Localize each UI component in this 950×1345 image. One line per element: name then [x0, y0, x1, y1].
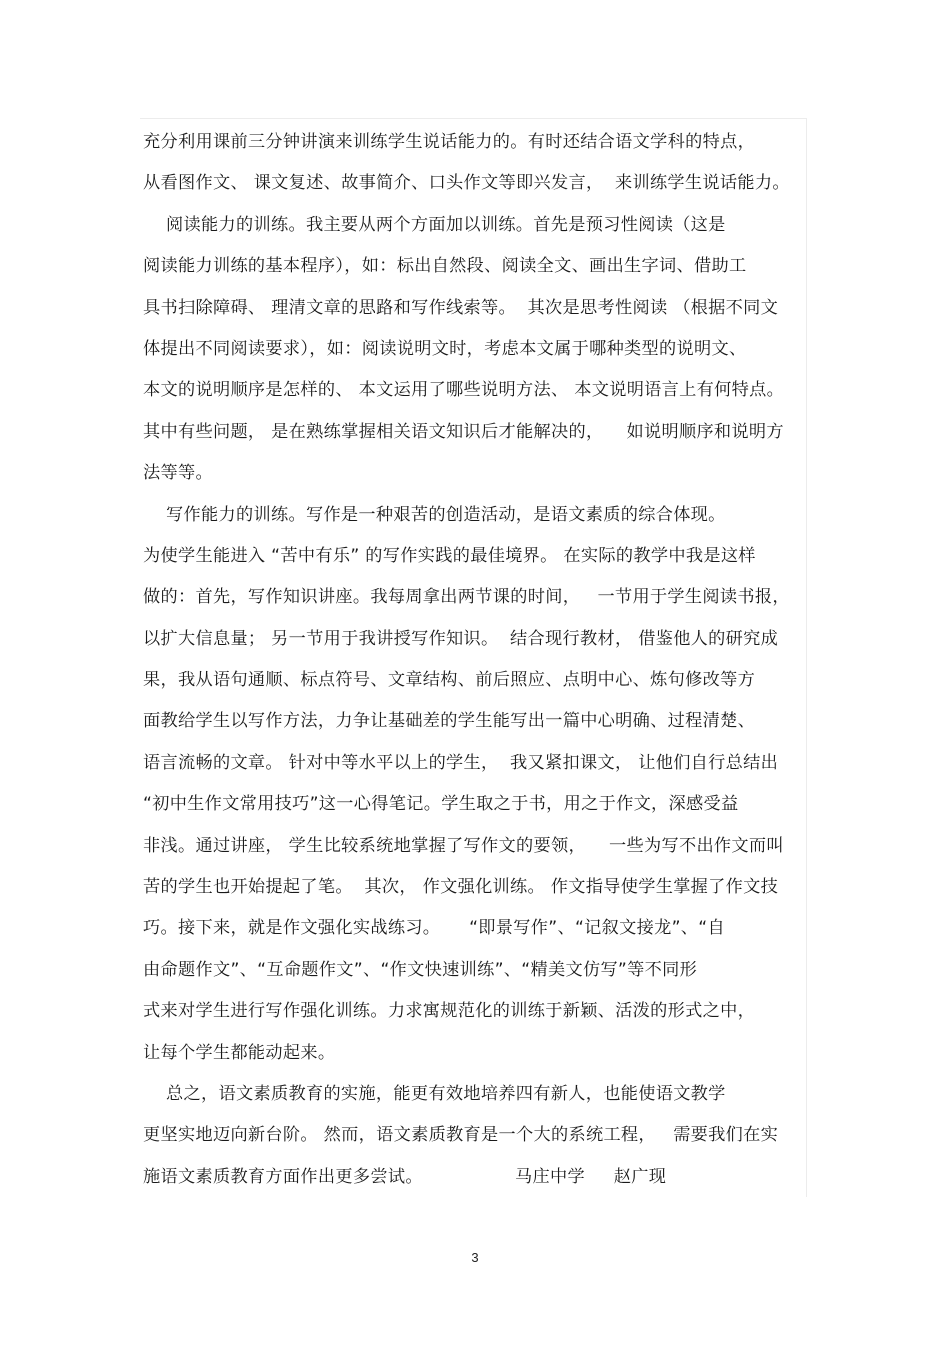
text-line: 其中有些问题， 是在熟练掌握相关语文知识后才能解决的， 如说明顺序和说明方	[143, 421, 784, 442]
text-line: 体提出不同阅读要求），如：阅读说明文时，考虑本文属于哪种类型的说明文、	[143, 338, 747, 359]
page-number: 3	[471, 1250, 479, 1265]
text-line: 非浅。通过讲座， 学生比较系统地掌握了写作文的要领， 一些为写不出作文而叫	[143, 835, 784, 856]
text-line: 语言流畅的文章。 针对中等水平以上的学生， 我又紧扣课文， 让他们自行总结出	[143, 752, 779, 773]
text-line: 面教给学生以写作方法，力争让基础差的学生能写出一篇中心明确、过程清楚、	[143, 711, 756, 732]
text-line: 由命题作文”、“互命题作文”、“作文快速训练”、“精美文仿写”等不同形	[143, 959, 698, 980]
text-line: 以扩大信息量； 另一节用于我讲授写作知识。 结合现行教材， 借鉴他人的研究成	[143, 628, 779, 649]
text-line: 为使学生能进入 “苦中有乐” 的写作实践的最佳境界。 在实际的教学中我是这样	[143, 545, 756, 566]
text-line: 做的：首先，写作知识讲座。我每周拿出两节课的时间， 一节用于学生阅读书报，	[143, 587, 790, 608]
text-line: 从看图作文、 课文复述、故事简介、口头作文等即兴发言， 来训练学生说话能力。	[143, 173, 790, 194]
text-line: 阅读能力的训练。我主要从两个方面加以训练。首先是预习性阅读（这是	[143, 214, 726, 235]
text-line: 果，我从语句通顺、标点符号、文章结构、前后照应、点明中心、炼句修改等方	[143, 670, 756, 691]
text-line: 式来对学生进行写作强化训练。力求寓规范化的训练于新颖、活泼的形式之中，	[143, 1001, 756, 1022]
text-line: 具书扫除障碍、 理清文章的思路和写作线索等。 其次是思考性阅读 （根据不同文	[143, 297, 779, 318]
text-line: 写作能力的训练。写作是一种艰苦的创造活动，是语文素质的综合体现。	[143, 504, 726, 525]
text-line: 总之，语文素质教育的实施，能更有效地培养四有新人，也能使语文教学	[143, 1083, 726, 1104]
text-line: 本文的说明顺序是怎样的、 本文运用了哪些说明方法、 本文说明语言上有何特点。	[143, 380, 785, 401]
text-line: 施语文素质教育方面作出更多尝试。 马庄中学 赵广现	[143, 1166, 667, 1187]
text-line: “初中生作文常用技巧”这一心得笔记。学生取之于书，用之于作文，深感受益	[143, 794, 739, 815]
text-line: 巧。接下来，就是作文强化实战练习。 “即景写作”、“记叙文接龙”、“自	[143, 918, 725, 939]
text-line: 阅读能力训练的基本程序），如：标出自然段、阅读全文、画出生字词、借助工	[143, 256, 747, 277]
text-line: 让每个学生都能动起来。	[143, 1042, 336, 1063]
text-line: 法等等。	[143, 463, 213, 484]
document-body	[143, 126, 808, 1202]
text-line: 苦的学生也开始提起了笔。 其次， 作文强化训练。 作文指导使学生掌握了作文技	[143, 877, 779, 898]
text-line: 充分利用课前三分钟讲演来训练学生说话能力的。有时还结合语文学科的特点，	[143, 132, 756, 152]
text-line: 更坚实地迈向新台阶。 然而，语文素质教育是一个大的系统工程， 需要我们在实	[143, 1125, 779, 1146]
